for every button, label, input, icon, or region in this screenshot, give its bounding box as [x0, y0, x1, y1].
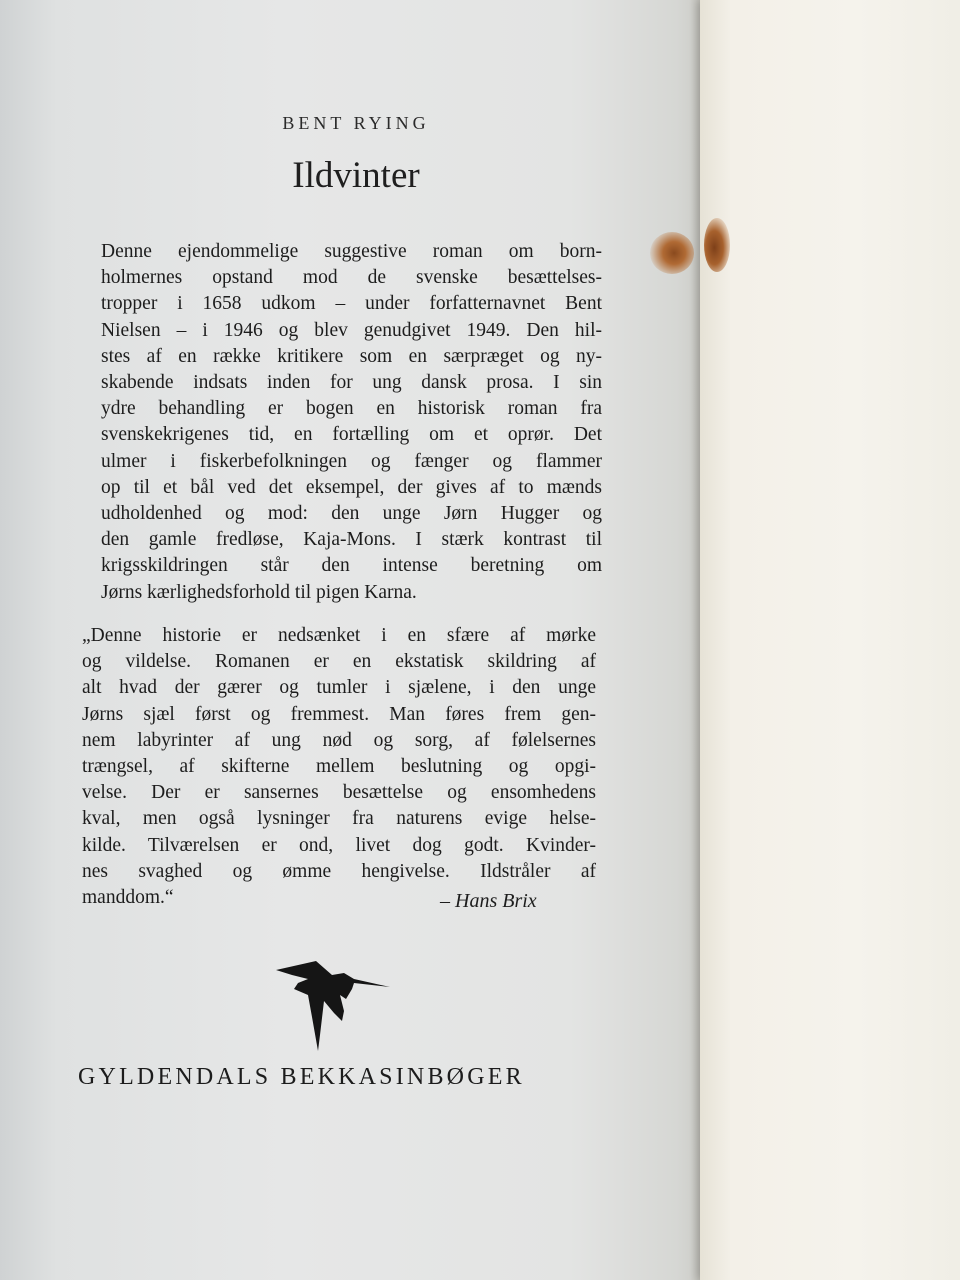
quote-line: trængsel, af skifterne mellem beslutning og opgi-: [82, 756, 596, 778]
quote-attribution: – Hans Brix: [440, 890, 537, 912]
blurb-line: Nielsen – i 1946 og blev genudgivet 1949. Den hil-: [101, 319, 602, 341]
quote-line: „Denne historie er nedsænket i en sfære af mørke: [82, 625, 596, 646]
quote-line: alt hvad der gærer og tumler i sjælene, i den unge: [82, 677, 596, 699]
blurb-line: ulmer i fiskerbefolkningen og fænger og flammer: [101, 450, 602, 472]
publisher-name: GYLDENDALS BEKKASINBØGER: [78, 1064, 525, 1090]
quote-line: nes svaghed og ømme hengivelse. Ildstråler af: [82, 860, 596, 882]
quote-line: nem labyrinter af ung nød og sorg, af følelsernes: [82, 729, 596, 751]
book-right-page: [700, 0, 960, 1280]
blurb-line: den gamle fredløse, Kaja-Mons. I stærk kontrast til: [101, 529, 602, 551]
blurb-line: udholdenhed og mod: den unge Jørn Hugger og: [101, 503, 602, 525]
book-blurb: [101, 239, 602, 606]
blurb-line: stes af en række kritikere som en særpræget og ny-: [101, 345, 602, 367]
author-name: BENT RYING: [282, 113, 430, 133]
quote-line: Jørns sjæl først og fremmest. Man føres frem gen-: [82, 703, 596, 725]
blurb-line: Jørns kærlighedsforhold til pigen Karna.: [101, 581, 417, 603]
blurb-line: holmernes opstand mod de svenske besættelses-: [101, 267, 602, 289]
quote-line: og vildelse. Romanen er en ekstatisk skildring af: [82, 651, 596, 673]
book-title: Ildvinter: [292, 155, 420, 196]
blurb-line: op til et bål ved det eksempel, der gives af to mænds: [101, 476, 602, 498]
blurb-line: tropper i 1658 udkom – under forfatternavnet Bent: [101, 293, 602, 315]
blurb-line: ydre behandling er bogen en historisk roman fra: [101, 398, 602, 420]
quote-line: kval, men også lysninger fra naturens evige helse-: [82, 808, 596, 830]
rust-stain: [650, 232, 694, 274]
quote-line: velse. Der er sansernes besættelse og ensomhedens: [82, 782, 596, 804]
snipe-bird-icon: [272, 955, 396, 1055]
blurb-line: skabende indsats inden for ung dansk prosa. I sin: [101, 372, 602, 394]
quote-line: kilde. Tilværelsen er ond, livet dog godt. Kvinder-: [82, 834, 596, 856]
blurb-line: svenskekrigenes tid, en fortælling om et oprør. Det: [101, 424, 602, 446]
blurb-line: krigsskildringen står den intense beretning om: [101, 555, 602, 577]
blurb-line: Denne ejendommelige suggestive roman om born-: [101, 241, 602, 262]
review-quote: [82, 623, 596, 911]
quote-line: manddom.“: [82, 887, 174, 909]
rust-stain: [704, 218, 730, 272]
